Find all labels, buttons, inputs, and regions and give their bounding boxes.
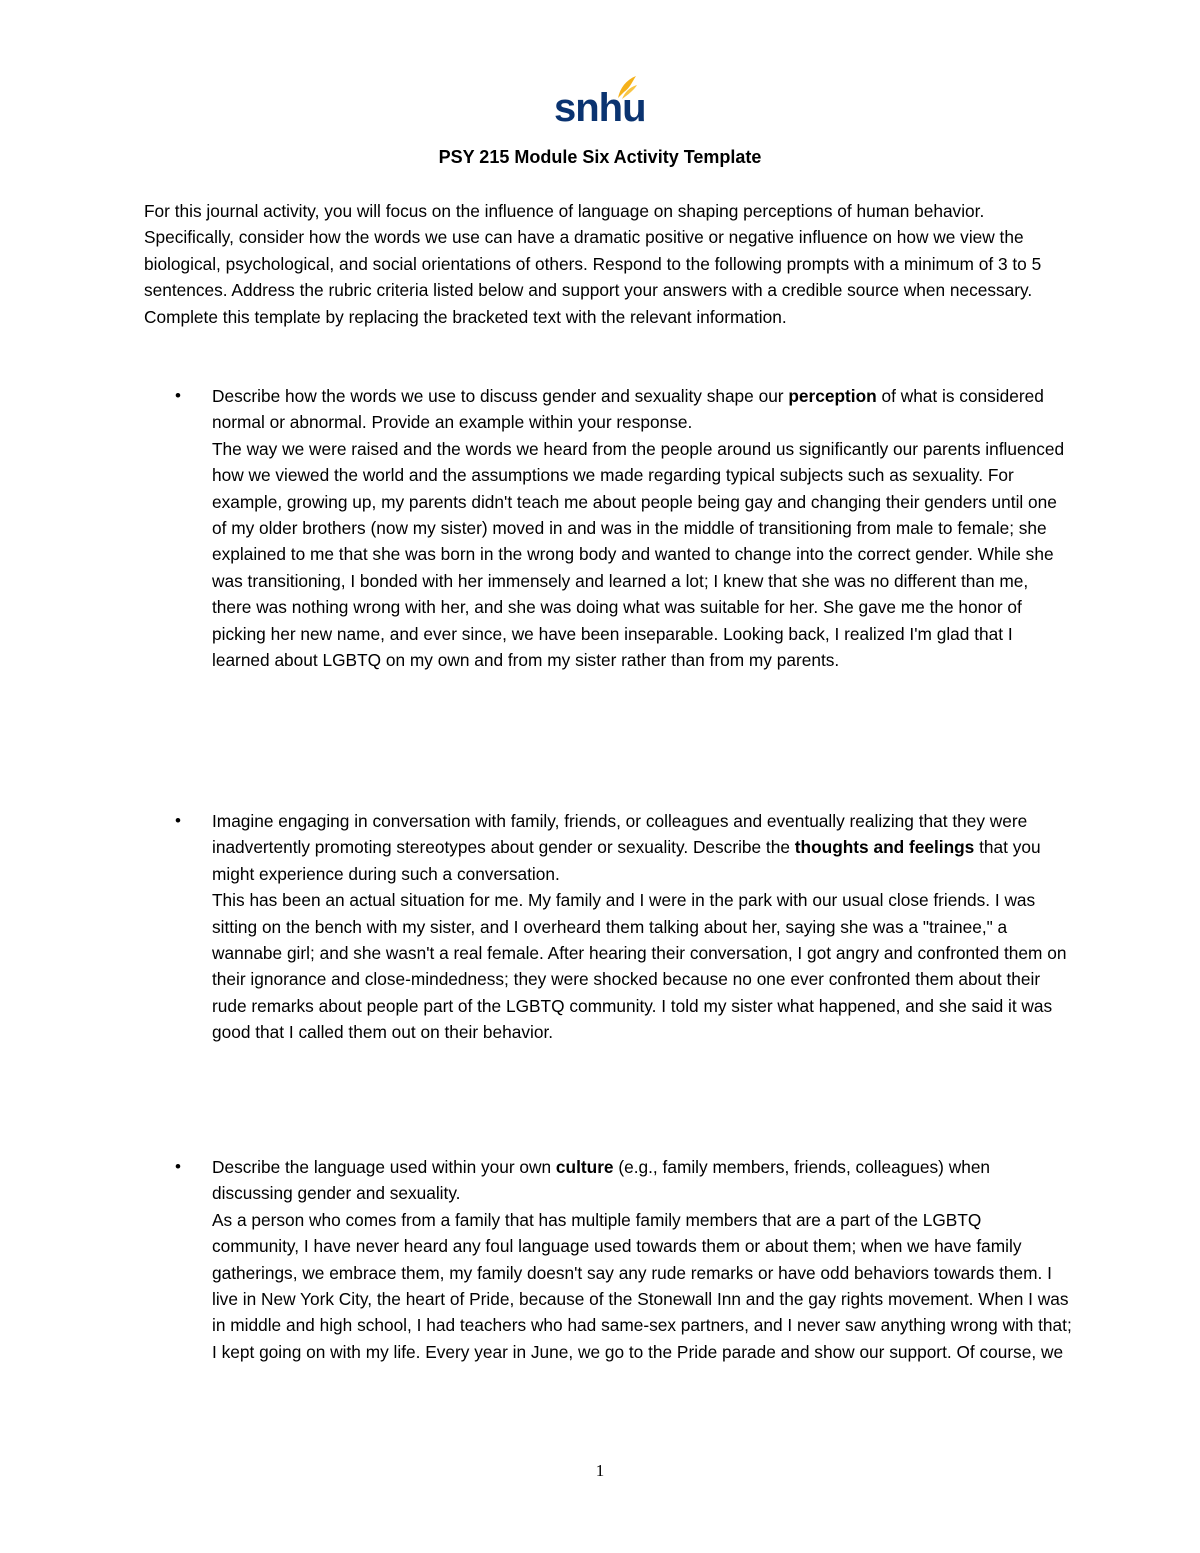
answer-text: The way we were raised and the words we heard from the people around us significantly our parents influenced how we viewed the world and the assumptions we made regarding typical subjects such as sexuality. For example, growing up, my parents didn't teach me about people being gay and changing their genders until one of my older brothers (now my sister) moved in and was in the middle of transitioning from male to female; she explained to me that she was born in the wrong body and wanted to change into the correct gender. While she was transitioning, I bonded with her immensely and learned a lot; I knew that she was no different than me, there was nothing wrong with her, and she was doing what was suitable for her. She gave me the honor of picking her new name, and ever since, we have been inseparable. Looking back, I realized I'm glad that I learned about LGBTQ on my own and from my sister rather than from my parents. [212, 438, 1065, 671]
page-number: 1 [595, 1461, 605, 1480]
bullet-icon: • [175, 1157, 181, 1176]
prompt-text: Describe the language used within your own culture (e.g., family members, friends, colleagues) when discussing gender and sexuality. [212, 1157, 991, 1204]
bullet-icon: • [175, 811, 181, 830]
answer-text: This has been an actual situation for me. My family and I were in the park with our usual close friends. I was sitting on the bench with my sister, and I overheard them talking about her, saying she was a "trainee," a wannabe girl; and she wasn't a real female. After hearing their conversation, I got angry and confronted them on their ignorance and close-mindedness; they were shocked because no one ever confronted them about their rude remarks about people part of the LGBTQ community. I told my sister what happened, and she said it was good that I called them out on their behavior. [212, 890, 1067, 1043]
snhu-logo [554, 74, 646, 134]
list-item [175, 808, 1072, 1046]
list-item [175, 1154, 1072, 1365]
answer-text: As a person who comes from a family that has multiple family members that are a part of the LGBTQ community, I have never heard any foul language used towards them or about them; when we have family gatherings, we embrace them, my family doesn't say any rude remarks or have odd behaviors towards them. I live in New York City, the heart of Pride, because of the Stonewall Inn and the gay rights movement. When I was in middle and high school, I had teachers who had same-sex partners, and I never saw anything wrong with that; I kept going on with my life. Every year in June, we go to the Pride parade and show our support. Of course, we [212, 1209, 1072, 1362]
prompt-text: Imagine engaging in conversation with family, friends, or colleagues and eventually realizing that they were inadvertently promoting stereotypes about gender or sexuality. Describe the thoughts and feelings that you might experience during such a conversation. [212, 811, 1041, 884]
logo-wordmark: snhu [554, 86, 646, 130]
bullet-icon: • [175, 386, 181, 405]
list-item [175, 383, 1072, 673]
prompt-text: Describe how the words we use to discuss gender and sexuality shape our perception of what is considered normal or abnormal. Provide an example within your response. [212, 386, 1044, 433]
intro-paragraph: For this journal activity, you will focus on the influence of language on shaping perceptions of human behavior. Specifically, consider how the words we use can have a dramatic positive or negative influence on how we view the biological, psychological, and social orientations of others. Respond to the following prompts with a minimum of 3 to 5 sentences. Address the rubric criteria listed below and support your answers with a credible source when necessary. Complete this template by replacing the bracketed text with the relevant information. [144, 201, 1042, 327]
page-title: PSY 215 Module Six Activity Template [438, 147, 762, 167]
